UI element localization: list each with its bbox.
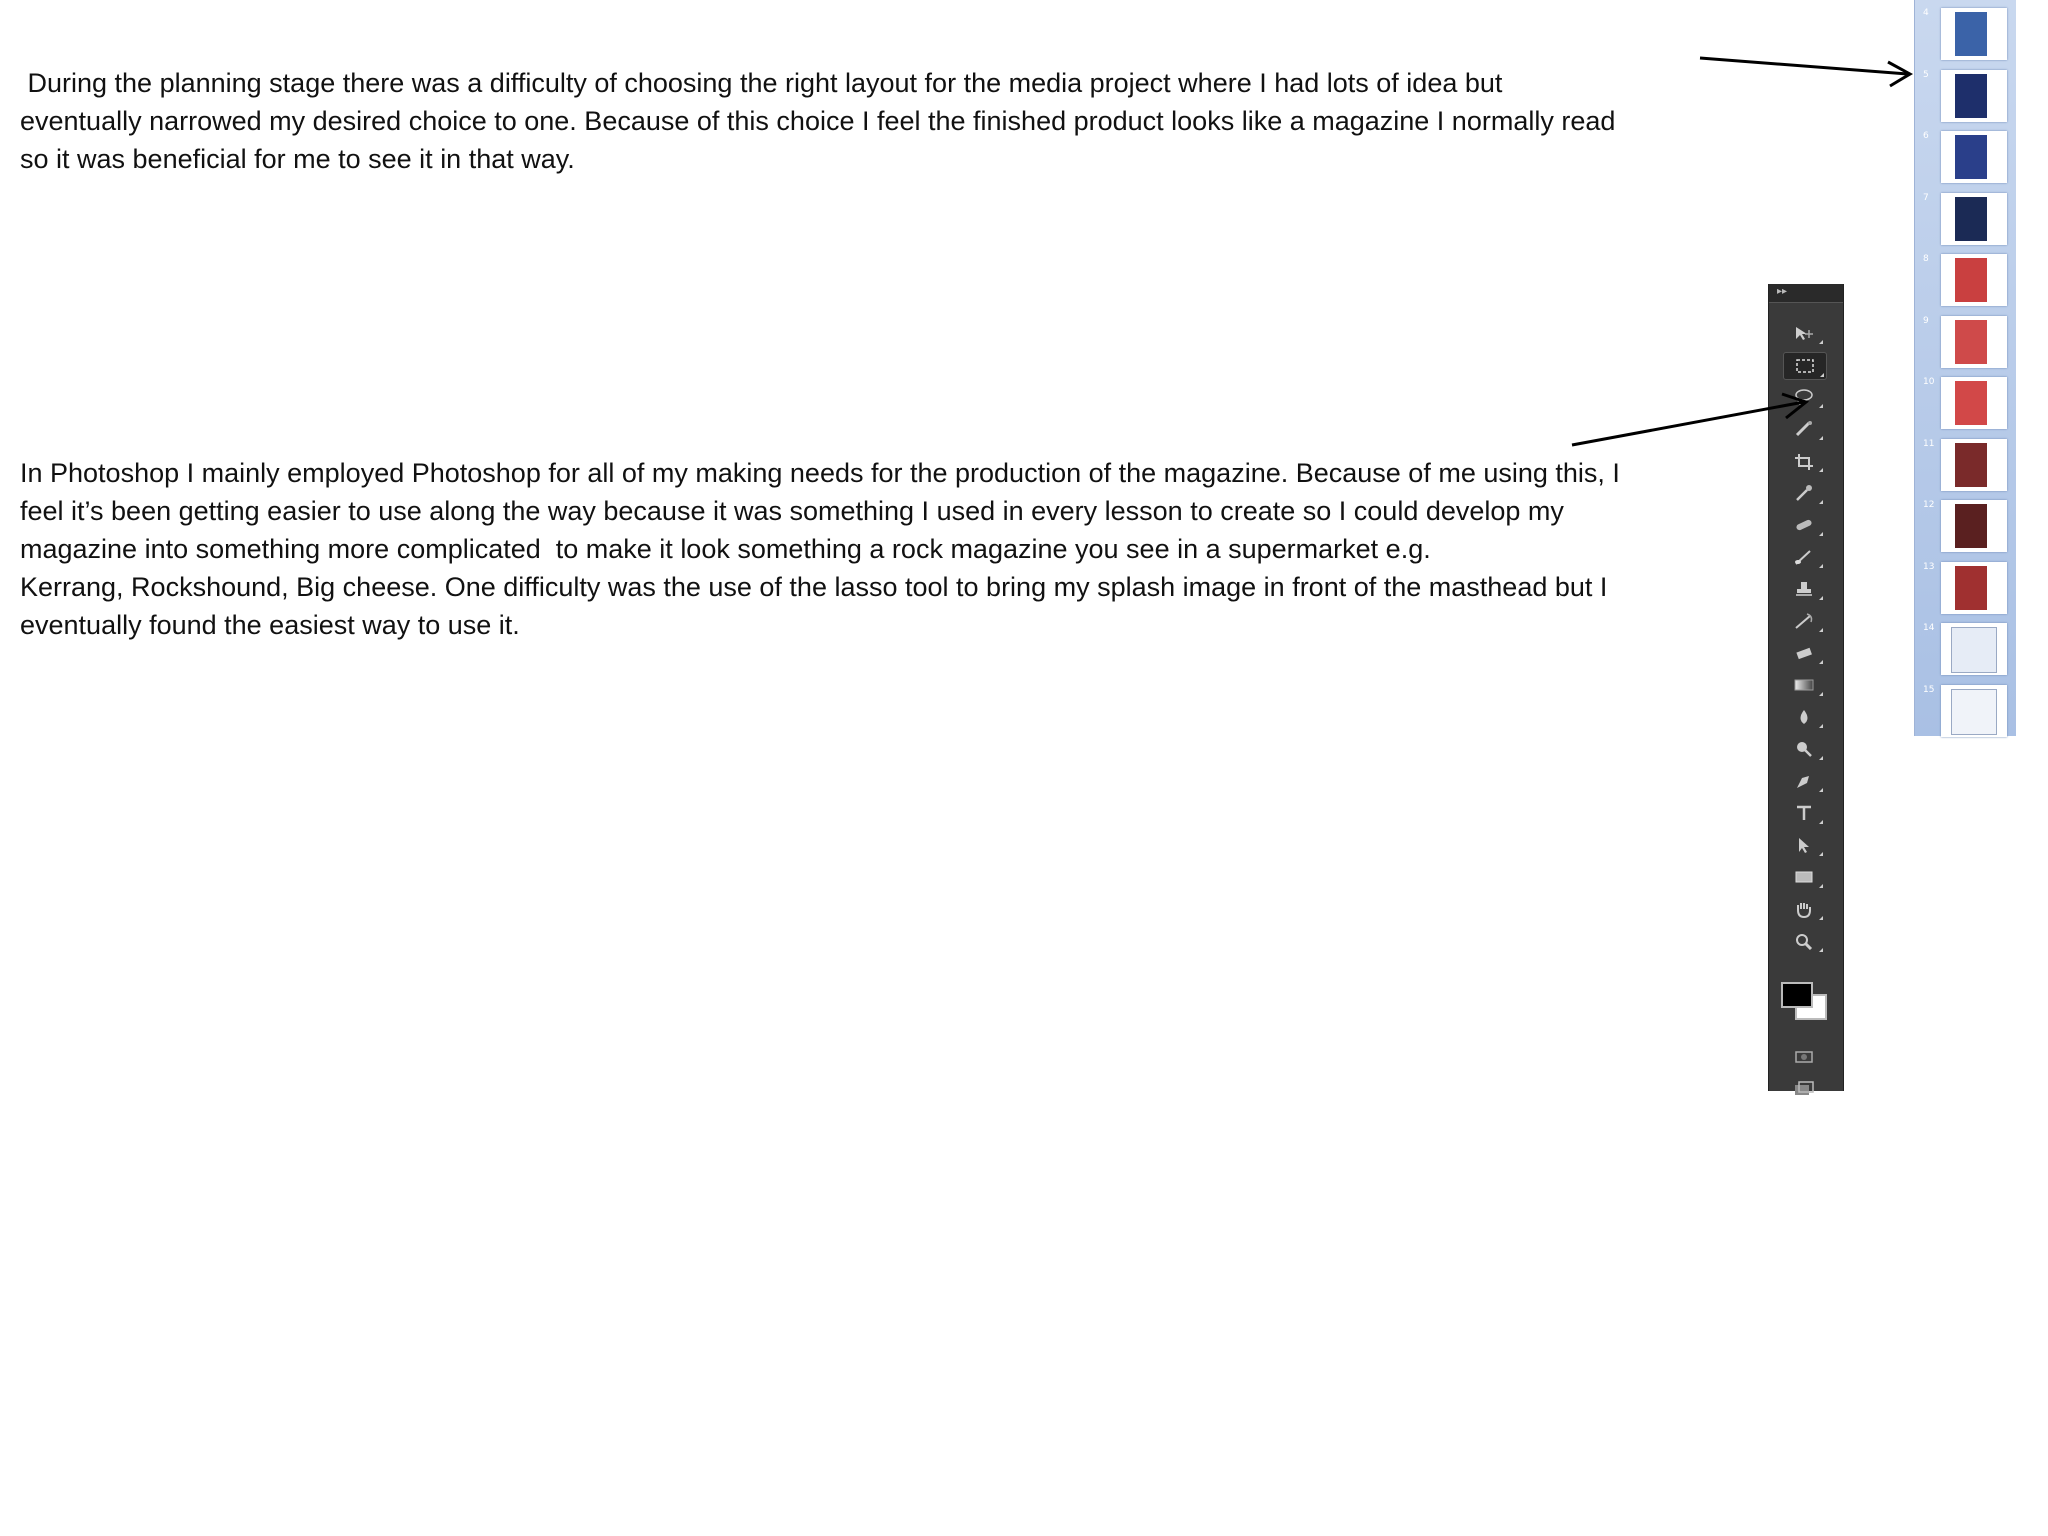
shape-tool[interactable]: [1783, 864, 1825, 890]
slide-thumbnail[interactable]: [1941, 131, 2007, 183]
photoshop-line: Kerrang, Rockshound, Big cheese. One difficulty was the use of the lasso tool to bring my splash image in front of the masthead but I: [20, 572, 1608, 602]
slide-number: 8: [1923, 254, 1929, 264]
eyedropper-tool[interactable]: [1783, 480, 1825, 506]
hand-tool[interactable]: [1783, 896, 1825, 922]
pen-icon: [1793, 772, 1815, 790]
slide-thumbnail-item[interactable]: [1915, 66, 2017, 122]
path-selection-tool[interactable]: [1783, 832, 1825, 858]
photoshop-line: magazine into something more complicated to make it look something a rock magazine you see in a supermarket e.g.: [20, 534, 1431, 564]
slide-number: 10: [1923, 377, 1935, 387]
screen-mode-button[interactable]: [1783, 1076, 1825, 1102]
blur-tool[interactable]: [1783, 704, 1825, 730]
slide-thumbnails-panel: [1914, 0, 2016, 736]
slide-preview-image: [1951, 689, 1997, 735]
slide-preview-image: [1955, 197, 1987, 241]
slide-thumbnail[interactable]: [1941, 562, 2007, 614]
slide-number: 15: [1923, 684, 1935, 695]
flyout-indicator-icon: [1819, 692, 1823, 696]
slide-thumbnail[interactable]: [1941, 439, 2007, 491]
brush-tool[interactable]: [1783, 544, 1825, 570]
slide-number: 13: [1923, 561, 1935, 572]
slide-thumbnail[interactable]: [1941, 685, 2007, 737]
flyout-indicator-icon: [1819, 404, 1823, 408]
slide-thumbnail[interactable]: [1941, 377, 2007, 429]
slide-preview-image: [1955, 74, 1987, 118]
photoshop-line: eventually found the easiest way to use it.: [20, 610, 520, 640]
hand-icon: [1793, 900, 1815, 918]
slide-thumbnail-item[interactable]: [1915, 435, 2017, 491]
slide-thumbnail[interactable]: [1941, 316, 2007, 368]
slide-thumbnail-item[interactable]: [1915, 4, 2017, 60]
slide-preview-image: [1955, 12, 1987, 56]
slide-thumbnail[interactable]: [1941, 254, 2007, 306]
magnifier-icon: [1793, 932, 1815, 950]
planning-line: eventually narrowed my desired choice to one. Because of this choice I feel the finished product looks like a magazine I normally read: [20, 106, 1616, 136]
flyout-indicator-icon: [1819, 532, 1823, 536]
flyout-indicator-icon: [1819, 756, 1823, 760]
dodge-tool[interactable]: [1783, 736, 1825, 762]
zoom-tool[interactable]: [1783, 928, 1825, 954]
slide-number: 5: [1923, 69, 1929, 80]
slide-preview-image: [1955, 320, 1987, 364]
photoshop-toolbar: [1768, 284, 1844, 1091]
pen-tool[interactable]: [1783, 768, 1825, 794]
flyout-indicator-icon: [1819, 340, 1823, 344]
lasso-tool[interactable]: [1783, 384, 1825, 410]
arrow-pointer-icon: [1793, 836, 1815, 854]
history-brush-tool[interactable]: [1783, 608, 1825, 634]
flyout-indicator-icon: [1819, 916, 1823, 920]
marquee-icon: [1794, 357, 1816, 375]
rectangle-icon: [1793, 868, 1815, 886]
photoshop-line: In Photoshop I mainly employed Photoshop for all of my making needs for the production of the magazine. Because of me using this, I: [20, 458, 1620, 488]
slide-thumbnail[interactable]: [1941, 70, 2007, 122]
marquee-tool[interactable]: [1783, 352, 1827, 380]
drop-icon: [1793, 708, 1815, 726]
flyout-indicator-icon: [1819, 948, 1823, 952]
stamp-icon: [1793, 580, 1815, 598]
slide-thumbnail-item[interactable]: [1915, 127, 2017, 183]
slide-preview-image: [1955, 381, 1987, 425]
bandage-icon: [1793, 516, 1815, 534]
flyout-indicator-icon: [1819, 564, 1823, 568]
move-icon: [1793, 324, 1815, 342]
planning-line: During the planning stage there was a difficulty of choosing the right layout for the media project where I had lots of idea but: [20, 68, 1503, 98]
flyout-indicator-icon: [1819, 596, 1823, 600]
quick-selection-tool[interactable]: [1783, 416, 1825, 442]
clone-stamp-tool[interactable]: [1783, 576, 1825, 602]
quick-mask-icon: [1793, 1048, 1815, 1066]
slide-thumbnail-item[interactable]: [1915, 681, 2017, 737]
flyout-indicator-icon: [1819, 660, 1823, 664]
flyout-indicator-icon: [1819, 852, 1823, 856]
flyout-indicator-icon: [1819, 468, 1823, 472]
collapse-icon[interactable]: ▸▸: [1777, 286, 1788, 297]
slide-thumbnail-item[interactable]: [1915, 189, 2017, 245]
slide-thumbnail-item[interactable]: [1915, 496, 2017, 552]
slide-number: 11: [1923, 438, 1935, 449]
spot-healing-tool[interactable]: [1783, 512, 1825, 538]
quick-mask-button[interactable]: [1783, 1044, 1825, 1070]
arrow-to-slides: [1700, 58, 1910, 86]
slide-thumbnail-item[interactable]: [1915, 558, 2017, 614]
planning-line: so it was beneficial for me to see it in that way.: [20, 144, 575, 174]
slide-number: 6: [1923, 131, 1929, 141]
slide-thumbnail[interactable]: [1941, 8, 2007, 60]
slide-number: 12: [1923, 500, 1935, 510]
slide-thumbnail-item[interactable]: [1915, 250, 2017, 306]
dodge-icon: [1793, 740, 1815, 758]
foreground-color-swatch[interactable]: [1781, 982, 1813, 1008]
slide-thumbnail-item[interactable]: [1915, 373, 2017, 429]
flyout-indicator-icon: [1819, 628, 1823, 632]
lasso-icon: [1793, 388, 1815, 406]
screen-mode-icon: [1793, 1080, 1815, 1098]
slide-number: 14: [1923, 623, 1935, 633]
type-tool[interactable]: [1783, 800, 1825, 826]
slide-thumbnail-item[interactable]: [1915, 619, 2017, 675]
flyout-indicator-icon: [1819, 436, 1823, 440]
move-tool[interactable]: [1783, 320, 1825, 346]
flyout-indicator-icon: [1819, 500, 1823, 504]
brush-select-icon: [1793, 420, 1815, 438]
eraser-icon: [1793, 644, 1815, 662]
slide-thumbnail[interactable]: [1941, 623, 2007, 675]
slide-thumbnail-item[interactable]: [1915, 312, 2017, 368]
slide-preview-image: [1955, 443, 1987, 487]
eraser-tool[interactable]: [1783, 640, 1825, 666]
gradient-tool[interactable]: [1783, 672, 1825, 698]
photoshop-line: feel it’s been getting easier to use along the way because it was something I used in every lesson to create so I could develop my: [20, 496, 1564, 526]
crop-icon: [1793, 452, 1815, 470]
photoshop-paragraph: [20, 454, 1620, 644]
flyout-indicator-icon: [1819, 788, 1823, 792]
crop-tool[interactable]: [1783, 448, 1825, 474]
planning-paragraph: [20, 64, 1615, 178]
flyout-indicator-icon: [1819, 724, 1823, 728]
eyedropper-icon: [1793, 484, 1815, 502]
slide-thumbnail[interactable]: [1941, 500, 2007, 552]
history-brush-icon: [1793, 612, 1815, 630]
flyout-indicator-icon: [1819, 884, 1823, 888]
slide-number: 4: [1923, 8, 1929, 18]
flyout-indicator-icon: [1819, 820, 1823, 824]
slide-thumbnail[interactable]: [1941, 193, 2007, 245]
slide-preview-image: [1955, 258, 1987, 302]
toolbar-grip[interactable]: [1769, 284, 1843, 303]
slide-preview-image: [1955, 135, 1987, 179]
brush-icon: [1793, 548, 1815, 566]
slide-preview-image: [1955, 566, 1987, 610]
slide-preview-image: [1955, 504, 1987, 548]
slide-preview-image: [1951, 627, 1997, 673]
slide-number: 7: [1923, 192, 1929, 203]
flyout-indicator-icon: [1820, 373, 1824, 377]
gradient-icon: [1793, 676, 1815, 694]
slide-number: 9: [1923, 315, 1929, 326]
type-icon: [1793, 804, 1815, 822]
